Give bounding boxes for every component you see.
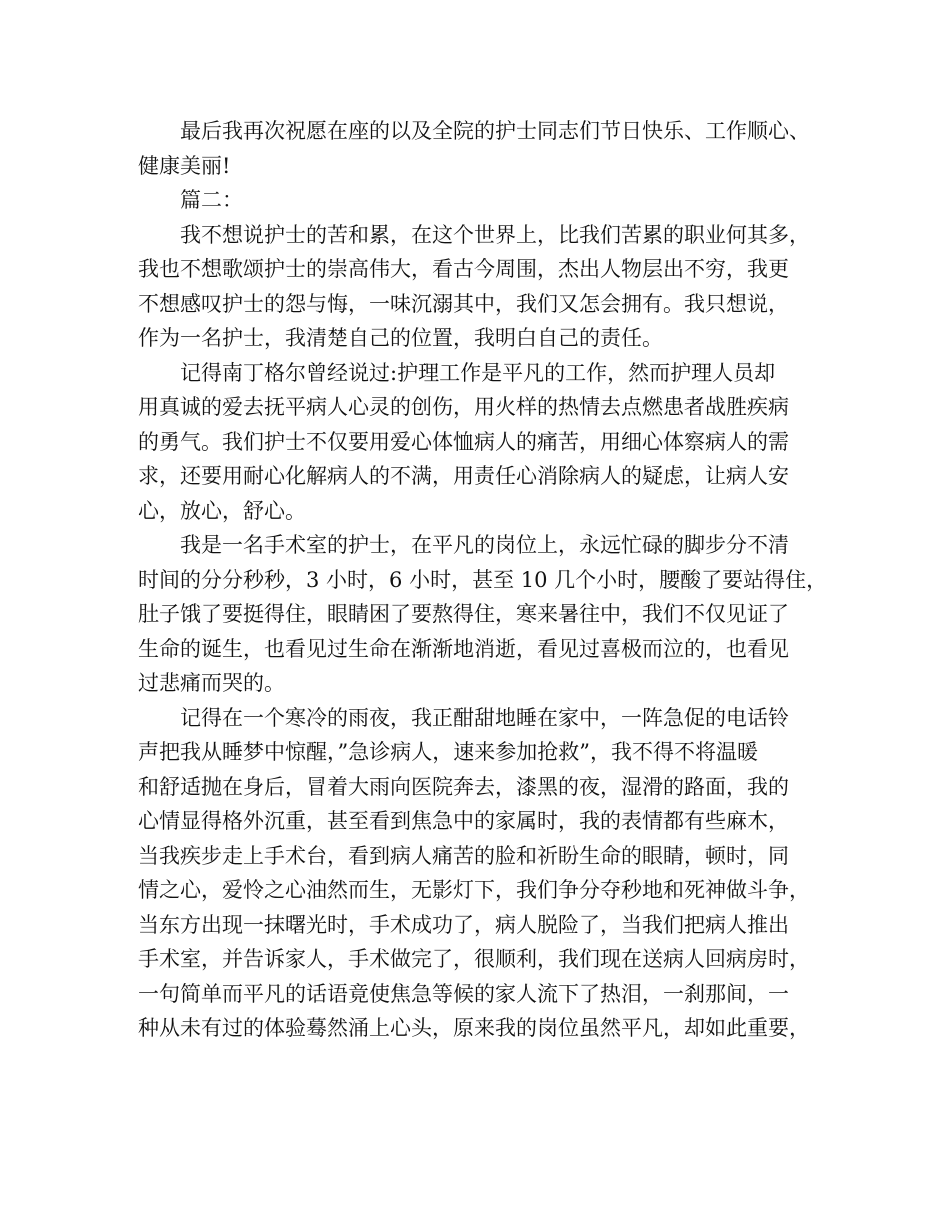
text-line: 作为一名护士，我清楚自己的位置，我明白自己的责任。 [138, 326, 663, 350]
text-line: 最后我再次祝愿在座的以及全院的护士同志们节日快乐、工作顺心、 [180, 119, 810, 143]
text-line: 求，还要用耐心化解病人的不满，用责任心消除病人的疑虑，让病人安 [138, 464, 789, 488]
text-line: 当我疾步走上手术台，看到病人痛苦的脸和祈盼生命的眼睛，顿时，同 [138, 843, 789, 868]
text-line: 情之心，爱怜之心油然而生，无影灯下，我们争分夺秒地和死神做斗争， [138, 878, 810, 902]
text-line: 篇二： [180, 188, 243, 212]
text-line: 我不想说护士的苦和累，在这个世界上，比我们苦累的职业何其多， [180, 222, 810, 247]
text-line: 手术室，并告诉家人，手术做完了，很顺利，我们现在送病人回病房时， [138, 947, 810, 971]
text-line: 我是一名手术室的护士，在平凡的岗位上，永远忙碌的脚步分不清 [180, 533, 789, 557]
text-line: 心，放心，舒心。 [138, 498, 306, 523]
text-line: 声把我从睡梦中惊醒，”急诊病人，速来参加抢救”，我不得不将温暖 [138, 740, 758, 764]
text-line: 和舒适抛在身后，冒着大雨向医院奔去，漆黑的夜，湿滑的路面，我的 [138, 774, 789, 799]
text-line: 心情显得格外沉重，甚至看到焦急中的家属时，我的表情都有些麻木， [138, 809, 789, 833]
text-line: 不想感叹护士的怨与悔，一味沉溺其中，我们又怎会拥有。我只想说， [138, 291, 789, 316]
text-line: 用真诚的爱去抚平病人心灵的创伤，用火样的热情去点燃患者战胜疾病 [138, 395, 789, 419]
text-line: 记得南丁格尔曾经说过:护理工作是平凡的工作，然而护理人员却 [180, 360, 776, 385]
text-line: 当东方出现一抹曙光时，手术成功了，病人脱险了，当我们把病人推出 [138, 912, 789, 937]
text-line: 种从未有过的体验蓦然涌上心头，原来我的岗位虽然平凡，却如此重要， [138, 1016, 810, 1040]
text-line: 的勇气。我们护士不仅要用爱心体恤病人的痛苦，用细心体察病人的需 [138, 429, 789, 454]
text-line: 记得在一个寒冷的雨夜，我正酣甜地睡在家中，一阵急促的电话铃 [180, 705, 789, 730]
text-line: 一句简单而平凡的话语竟使焦急等候的家人流下了热泪，一刹那间，一 [138, 981, 789, 1006]
text-line: 过悲痛而哭的。 [138, 671, 285, 695]
text-line: 我也不想歌颂护士的崇高伟大，看古今周围，杰出人物层出不穷，我更 [138, 257, 789, 281]
text-line: 时间的分分秒秒，3 小时，6 小时，甚至 10 几个小时，腰酸了要站得住， [138, 567, 828, 592]
text-line: 生命的诞生，也看见过生命在渐渐地消逝，看见过喜极而泣的，也看见 [138, 636, 789, 661]
article-body [138, 114, 828, 1046]
text-line: 健康美丽! [138, 153, 231, 178]
text-line: 肚子饿了要挺得住，眼睛困了要熬得住，寒来暑往中，我们不仅见证了 [138, 602, 789, 626]
